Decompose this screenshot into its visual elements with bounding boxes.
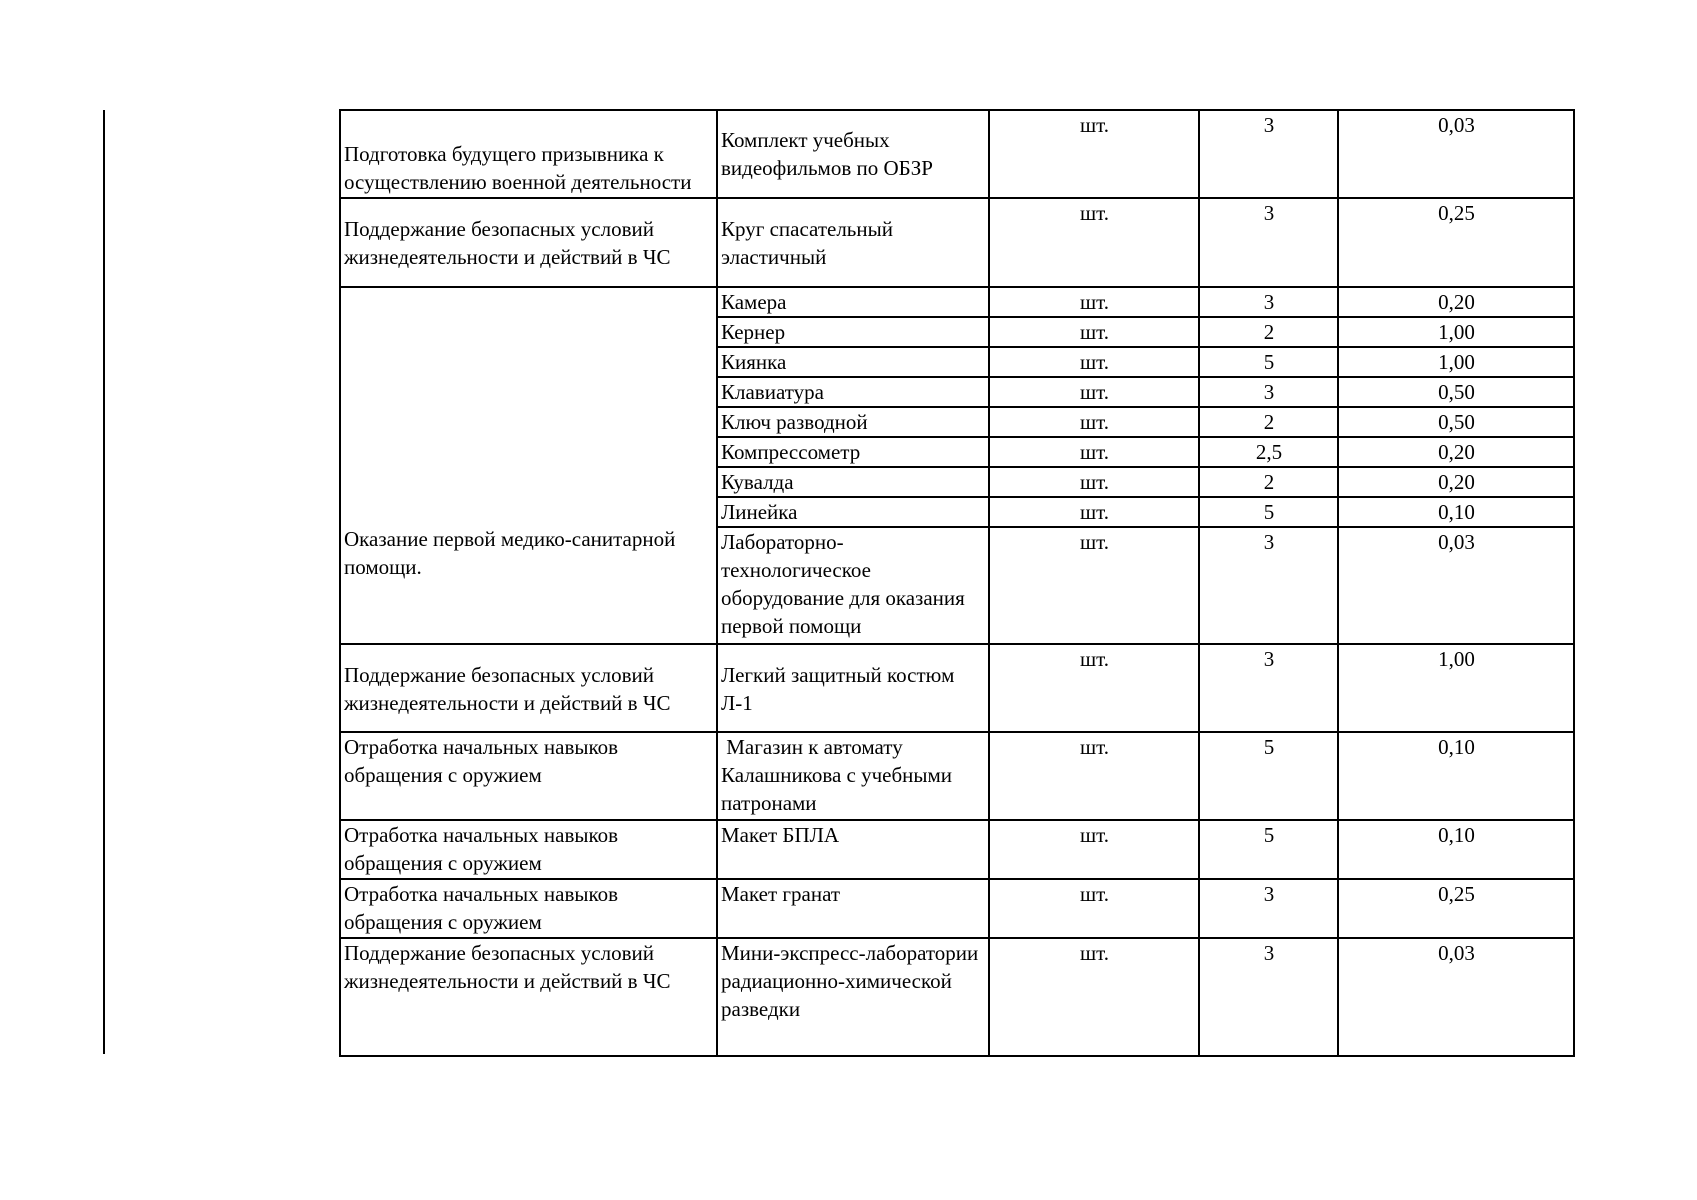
norm-cell bbox=[1338, 198, 1574, 287]
unit-text: шт. bbox=[1079, 882, 1110, 906]
unit-cell bbox=[989, 437, 1199, 467]
topic-text: Подготовка будущего призывника к осуществлению военной деятельности bbox=[344, 142, 692, 194]
unit-cell bbox=[989, 347, 1199, 377]
item-name: Кувалда bbox=[721, 470, 794, 494]
unit-text: шт. bbox=[1079, 823, 1110, 847]
topic-cell bbox=[340, 820, 717, 879]
table-row bbox=[340, 732, 1574, 820]
norm-text: 1,00 bbox=[1438, 320, 1475, 344]
topic-cell bbox=[340, 110, 717, 198]
unit-cell bbox=[989, 820, 1199, 879]
quantity-text: 3 bbox=[1263, 882, 1275, 906]
quantity-cell bbox=[1199, 437, 1338, 467]
quantity-text: 2 bbox=[1263, 410, 1275, 434]
quantity-cell bbox=[1199, 527, 1338, 644]
item-name-cell bbox=[717, 377, 989, 407]
unit-text: шт. bbox=[1079, 113, 1110, 137]
norm-cell bbox=[1338, 879, 1574, 938]
norm-text: 0,25 bbox=[1438, 882, 1475, 906]
item-name-cell bbox=[717, 437, 989, 467]
table-row bbox=[340, 938, 1574, 1056]
norm-text: 0,10 bbox=[1438, 735, 1475, 759]
topic-text: Отработка начальных навыков обращения с оружием bbox=[344, 823, 619, 875]
unit-cell bbox=[989, 879, 1199, 938]
quantity-cell bbox=[1199, 287, 1338, 317]
item-name: Лабораторно-технологическое оборудование для оказания первой помощи bbox=[721, 530, 965, 638]
topic-text: Поддержание безопасных условий жизнедеятельности и действий в ЧС bbox=[344, 663, 671, 715]
unit-cell bbox=[989, 467, 1199, 497]
unit-cell bbox=[989, 287, 1199, 317]
norm-cell bbox=[1338, 938, 1574, 1056]
norm-cell bbox=[1338, 437, 1574, 467]
topic-text: Поддержание безопасных условий жизнедеятельности и действий в ЧС bbox=[344, 217, 671, 269]
item-name: Макет гранат bbox=[721, 882, 841, 906]
quantity-cell bbox=[1199, 198, 1338, 287]
item-name: Магазин к автомату Калашникова с учебными патронами bbox=[721, 735, 958, 815]
quantity-cell bbox=[1199, 644, 1338, 732]
item-name: Мини-экспресс-лаборатории радиационно-химической разведки bbox=[721, 941, 979, 1021]
norm-cell bbox=[1338, 644, 1574, 732]
quantity-text: 2 bbox=[1263, 320, 1275, 344]
quantity-text: 2,5 bbox=[1255, 440, 1283, 464]
item-name-cell bbox=[717, 467, 989, 497]
topic-text: Поддержание безопасных условий жизнедеятельности и действий в ЧС bbox=[344, 941, 671, 993]
item-name-cell bbox=[717, 407, 989, 437]
norm-cell bbox=[1338, 527, 1574, 644]
unit-text: шт. bbox=[1079, 647, 1110, 671]
norm-cell bbox=[1338, 377, 1574, 407]
norm-text: 0,50 bbox=[1438, 380, 1475, 404]
topic-text: Отработка начальных навыков обращения с оружием bbox=[344, 882, 619, 934]
item-name: Ключ разводной bbox=[721, 410, 868, 434]
unit-cell bbox=[989, 377, 1199, 407]
unit-cell bbox=[989, 938, 1199, 1056]
norm-text: 1,00 bbox=[1438, 647, 1475, 671]
quantity-text: 3 bbox=[1263, 941, 1275, 965]
item-name-cell bbox=[717, 317, 989, 347]
item-name: Комплект учебных видеофильмов по ОБЗР bbox=[721, 128, 933, 180]
item-name-cell bbox=[717, 198, 989, 287]
equipment-table bbox=[339, 109, 1575, 1057]
quantity-text: 3 bbox=[1263, 647, 1275, 671]
norm-cell bbox=[1338, 467, 1574, 497]
norm-text: 0,03 bbox=[1438, 941, 1475, 965]
unit-cell bbox=[989, 407, 1199, 437]
item-name-cell bbox=[717, 497, 989, 527]
table-row bbox=[340, 198, 1574, 287]
norm-text: 0,10 bbox=[1438, 823, 1475, 847]
unit-text: шт. bbox=[1079, 290, 1110, 314]
quantity-text: 5 bbox=[1263, 500, 1275, 524]
quantity-cell bbox=[1199, 467, 1338, 497]
quantity-cell bbox=[1199, 377, 1338, 407]
unit-text: шт. bbox=[1079, 500, 1110, 524]
item-name: Линейка bbox=[721, 500, 798, 524]
unit-text: шт. bbox=[1079, 380, 1110, 404]
quantity-text: 3 bbox=[1263, 380, 1275, 404]
unit-cell bbox=[989, 527, 1199, 644]
item-name-cell bbox=[717, 938, 989, 1056]
unit-cell bbox=[989, 497, 1199, 527]
item-name-cell bbox=[717, 110, 989, 198]
topic-text: Отработка начальных навыков обращения с оружием bbox=[344, 735, 619, 787]
item-name: Камера bbox=[721, 290, 787, 314]
topic-cell bbox=[340, 198, 717, 287]
norm-cell bbox=[1338, 732, 1574, 820]
unit-text: шт. bbox=[1079, 941, 1110, 965]
table-row bbox=[340, 644, 1574, 732]
item-name-cell bbox=[717, 527, 989, 644]
item-name: Кернер bbox=[721, 320, 786, 344]
item-name: Легкий защитный костюм Л-1 bbox=[721, 663, 955, 715]
quantity-text: 5 bbox=[1263, 350, 1275, 374]
item-name-cell bbox=[717, 287, 989, 317]
quantity-cell bbox=[1199, 938, 1338, 1056]
unit-text: шт. bbox=[1079, 320, 1110, 344]
quantity-cell bbox=[1199, 820, 1338, 879]
quantity-text: 2 bbox=[1263, 470, 1275, 494]
norm-text: 0,20 bbox=[1438, 470, 1475, 494]
unit-text: шт. bbox=[1079, 440, 1110, 464]
quantity-cell bbox=[1199, 879, 1338, 938]
quantity-text: 3 bbox=[1263, 113, 1275, 137]
table-row bbox=[340, 287, 1574, 317]
norm-cell bbox=[1338, 497, 1574, 527]
norm-text: 0,20 bbox=[1438, 440, 1475, 464]
norm-cell bbox=[1338, 287, 1574, 317]
unit-text: шт. bbox=[1079, 350, 1110, 374]
norm-cell bbox=[1338, 110, 1574, 198]
quantity-cell bbox=[1199, 732, 1338, 820]
quantity-text: 5 bbox=[1263, 823, 1275, 847]
table-row bbox=[340, 110, 1574, 198]
item-name-cell bbox=[717, 347, 989, 377]
quantity-cell bbox=[1199, 347, 1338, 377]
unit-text: шт. bbox=[1079, 530, 1110, 554]
item-name: Клавиатура bbox=[721, 380, 824, 404]
unit-cell bbox=[989, 198, 1199, 287]
item-name: Компрессометр bbox=[721, 440, 861, 464]
unit-cell bbox=[989, 317, 1199, 347]
item-name-cell bbox=[717, 644, 989, 732]
item-name-cell bbox=[717, 820, 989, 879]
norm-cell bbox=[1338, 820, 1574, 879]
norm-text: 0,03 bbox=[1438, 113, 1475, 137]
unit-text: шт. bbox=[1079, 410, 1110, 434]
item-name-cell bbox=[717, 732, 989, 820]
norm-text: 0,03 bbox=[1438, 530, 1475, 554]
table-row bbox=[340, 879, 1574, 938]
quantity-text: 3 bbox=[1263, 201, 1275, 225]
norm-cell bbox=[1338, 407, 1574, 437]
item-name: Киянка bbox=[721, 350, 787, 374]
norm-cell bbox=[1338, 347, 1574, 377]
unit-text: шт. bbox=[1079, 201, 1110, 225]
quantity-cell bbox=[1199, 407, 1338, 437]
item-name: Круг спасательный эластичный bbox=[721, 217, 893, 269]
item-name: Макет БПЛА bbox=[721, 823, 840, 847]
unit-cell bbox=[989, 732, 1199, 820]
topic-cell bbox=[340, 644, 717, 732]
page-margin-line bbox=[103, 110, 105, 1054]
norm-text: 0,10 bbox=[1438, 500, 1475, 524]
topic-cell bbox=[340, 732, 717, 820]
quantity-text: 3 bbox=[1263, 290, 1275, 314]
unit-cell bbox=[989, 110, 1199, 198]
topic-cell bbox=[340, 938, 717, 1056]
norm-text: 0,25 bbox=[1438, 201, 1475, 225]
norm-cell bbox=[1338, 317, 1574, 347]
unit-cell bbox=[989, 644, 1199, 732]
unit-text: шт. bbox=[1079, 735, 1110, 759]
item-name-cell bbox=[717, 879, 989, 938]
quantity-cell bbox=[1199, 317, 1338, 347]
quantity-text: 5 bbox=[1263, 735, 1275, 759]
quantity-text: 3 bbox=[1263, 530, 1275, 554]
quantity-cell bbox=[1199, 110, 1338, 198]
table-row bbox=[340, 820, 1574, 879]
quantity-cell bbox=[1199, 497, 1338, 527]
norm-text: 1,00 bbox=[1438, 350, 1475, 374]
unit-text: шт. bbox=[1079, 470, 1110, 494]
topic-cell bbox=[340, 287, 717, 644]
topic-text: Оказание первой медико-санитарной помощи. bbox=[344, 527, 676, 579]
norm-text: 0,20 bbox=[1438, 290, 1475, 314]
norm-text: 0,50 bbox=[1438, 410, 1475, 434]
topic-cell bbox=[340, 879, 717, 938]
